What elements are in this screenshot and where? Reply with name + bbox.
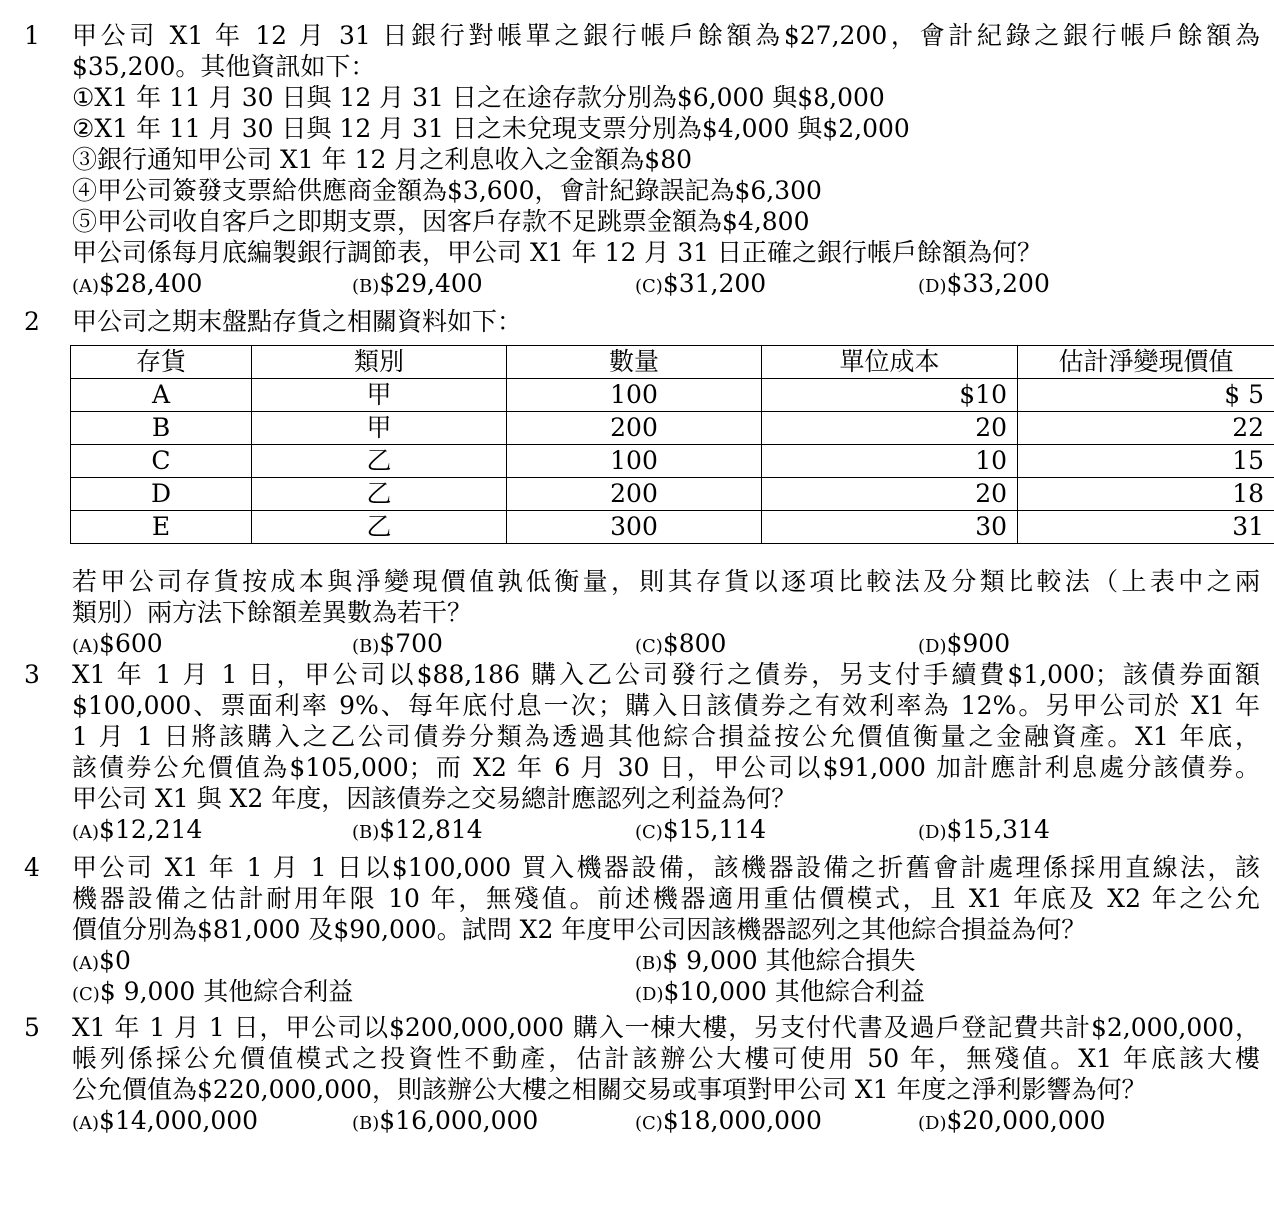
answer-options — [72, 268, 1260, 299]
table-cell: 100 — [507, 379, 762, 412]
question-number: 2 — [24, 307, 40, 336]
question-body — [72, 1012, 1260, 1136]
question-text: ④甲公司簽發支票給供應商金額為$3,600，會計紀錄誤記為$6,300 — [72, 176, 822, 205]
table-cell: 乙 — [252, 445, 507, 478]
table-cell: 乙 — [252, 478, 507, 511]
option-a[interactable]: (A)$12,214 — [72, 815, 203, 844]
question-text: X1 年 1 月 1 日，甲公司以$200,000,000 購入一棟大樓，另支付代書及過戶登記費共計$2,000,000， — [72, 1013, 1260, 1042]
question-text: 類別）兩方法下餘額差異數為若干？ — [72, 598, 473, 627]
option-b[interactable]: (B)$29,400 — [352, 269, 483, 298]
option-a[interactable]: (A)$600 — [72, 629, 163, 658]
table-cell: 20 — [762, 412, 1018, 445]
question-text: 價值分別為$81,000 及$90,000。試問 X2 年度甲公司因該機器認列之其他綜合損益為何？ — [72, 915, 1087, 944]
column-header: 類別 — [252, 346, 507, 379]
table-header-row — [71, 346, 1274, 379]
question-text: ③銀行通知甲公司 X1 年 12 月之利息收入之金額為$80 — [72, 145, 693, 174]
option-c[interactable]: (C)$18,000,000 — [635, 1106, 822, 1135]
table-cell: C — [71, 445, 252, 478]
question-text: 若甲公司存貨按成本與淨變現價值孰低衡量，則其存貨以逐項比較法及分類比較法（上表中之兩 — [72, 567, 1260, 596]
table-cell: 30 — [762, 511, 1018, 544]
option-c[interactable]: (C)$ 9,000 其他綜合利益 — [72, 977, 354, 1006]
option-c[interactable]: (C)$15,114 — [635, 815, 767, 844]
option-d[interactable]: (D)$15,314 — [918, 815, 1050, 844]
option-d[interactable]: (D)$900 — [918, 629, 1011, 658]
table-cell: 乙 — [252, 511, 507, 544]
table-cell: 甲 — [252, 379, 507, 412]
question-body — [72, 659, 1260, 845]
answer-options — [72, 628, 1260, 659]
question-text: 甲公司 X1 與 X2 年度，因該債券之交易總計應認列之利益為何？ — [72, 784, 797, 813]
table-cell: 200 — [507, 412, 762, 445]
question-number: 4 — [24, 853, 40, 882]
table-cell: 200 — [507, 478, 762, 511]
option-d[interactable]: (D)$20,000,000 — [918, 1106, 1106, 1135]
answer-options — [72, 976, 1260, 1007]
table-row — [71, 379, 1274, 412]
table-row — [71, 511, 1274, 544]
answer-options — [72, 945, 1260, 976]
question-text: 公允價值為$220,000,000，則該辦公大樓之相關交易或事項對甲公司 X1 年度之淨利影響為何？ — [72, 1075, 1147, 1104]
option-a[interactable]: (A)$28,400 — [72, 269, 203, 298]
question-number: 3 — [24, 660, 40, 689]
inventory-table — [70, 345, 1274, 544]
question-body — [72, 566, 1260, 659]
option-c[interactable]: (C)$800 — [635, 629, 727, 658]
option-b[interactable]: (B)$12,814 — [352, 815, 483, 844]
table-cell: B — [71, 412, 252, 445]
question-text: ⑤甲公司收自客戶之即期支票，因客戶存款不足跳票金額為$4,800 — [72, 207, 810, 236]
question-text: X1 年 1 月 1 日，甲公司以$88,186 購入乙公司發行之債券，另支付手續費$1,000；該債券面額 — [72, 660, 1260, 689]
table-cell: A — [71, 379, 252, 412]
question-text: ②X1 年 11 月 30 日與 12 月 31 日之未兌現支票分別為$4,000 與$2,000 — [72, 114, 910, 143]
table-cell: 10 — [762, 445, 1018, 478]
answer-options — [72, 1105, 1260, 1136]
question-text: 1 月 1 日將該購入之乙公司債券分類為透過其他綜合損益按公允價值衡量之金融資產。X1 年底， — [72, 722, 1260, 751]
column-header: 估計淨變現價值 — [1018, 346, 1274, 379]
column-header: 數量 — [507, 346, 762, 379]
question-body — [72, 20, 1260, 299]
option-b[interactable]: (B)$ 9,000 其他綜合損失 — [635, 946, 916, 975]
question-text: 甲公司之期末盤點存貨之相關資料如下： — [72, 307, 523, 336]
column-header: 單位成本 — [762, 346, 1018, 379]
table-cell: $10 — [762, 379, 1018, 412]
option-b[interactable]: (B)$700 — [352, 629, 443, 658]
question-text: 甲公司 X1 年 1 月 1 日以$100,000 買入機器設備，該機器設備之折舊會計處理係採用直線法，該 — [72, 853, 1260, 882]
question-text: 帳列係採公允價值模式之投資性不動產，估計該辦公大樓可使用 50 年，無殘值。X1 年底該大樓 — [72, 1044, 1260, 1073]
table-cell: 20 — [762, 478, 1018, 511]
table-cell: 22 — [1018, 412, 1274, 445]
table-cell: 18 — [1018, 478, 1274, 511]
table-row — [71, 478, 1274, 511]
option-d[interactable]: (D)$33,200 — [918, 269, 1050, 298]
table-cell: D — [71, 478, 252, 511]
option-c[interactable]: (C)$31,200 — [635, 269, 767, 298]
question-text: 該債券公允價值為$105,000；而 X2 年 6 月 30 日，甲公司以$91,000 加計應計利息處分該債券。 — [72, 753, 1260, 782]
question-text: 甲公司係每月底編製銀行調節表，甲公司 X1 年 12 月 31 日正確之銀行帳戶餘額為何？ — [72, 238, 1043, 267]
table-cell: 100 — [507, 445, 762, 478]
table-row — [71, 412, 1274, 445]
table-cell: $ 5 — [1018, 379, 1274, 412]
table-cell: 31 — [1018, 511, 1274, 544]
question-text: 機器設備之估計耐用年限 10 年，無殘值。前述機器適用重估價模式，且 X1 年底及 X2 年之公允 — [72, 884, 1260, 913]
table-row — [71, 445, 1274, 478]
question-number: 5 — [24, 1013, 40, 1042]
question-number: 1 — [24, 21, 40, 50]
question-text: $35,200。其他資訊如下： — [72, 52, 376, 81]
question-text: 甲公司 X1 年 12 月 31 日銀行對帳單之銀行帳戶餘額為$27,200，會計紀錄之銀行帳戶餘額為 — [72, 21, 1260, 50]
option-b[interactable]: (B)$16,000,000 — [352, 1106, 539, 1135]
table-cell: 甲 — [252, 412, 507, 445]
question-text: ①X1 年 11 月 30 日與 12 月 31 日之在途存款分別為$6,000 與$8,000 — [72, 83, 885, 112]
question-body — [72, 852, 1260, 1007]
option-a[interactable]: (A)$0 — [72, 946, 131, 975]
table-cell: E — [71, 511, 252, 544]
table-cell: 300 — [507, 511, 762, 544]
question-body — [72, 306, 1260, 337]
option-a[interactable]: (A)$14,000,000 — [72, 1106, 259, 1135]
table-cell: 15 — [1018, 445, 1274, 478]
question-text: $100,000、票面利率 9%、每年底付息一次；購入日該債券之有效利率為 12%。另甲公司於 X1 年 — [72, 691, 1260, 720]
answer-options — [72, 814, 1260, 845]
column-header: 存貨 — [71, 346, 252, 379]
option-d[interactable]: (D)$10,000 其他綜合利益 — [635, 977, 925, 1006]
